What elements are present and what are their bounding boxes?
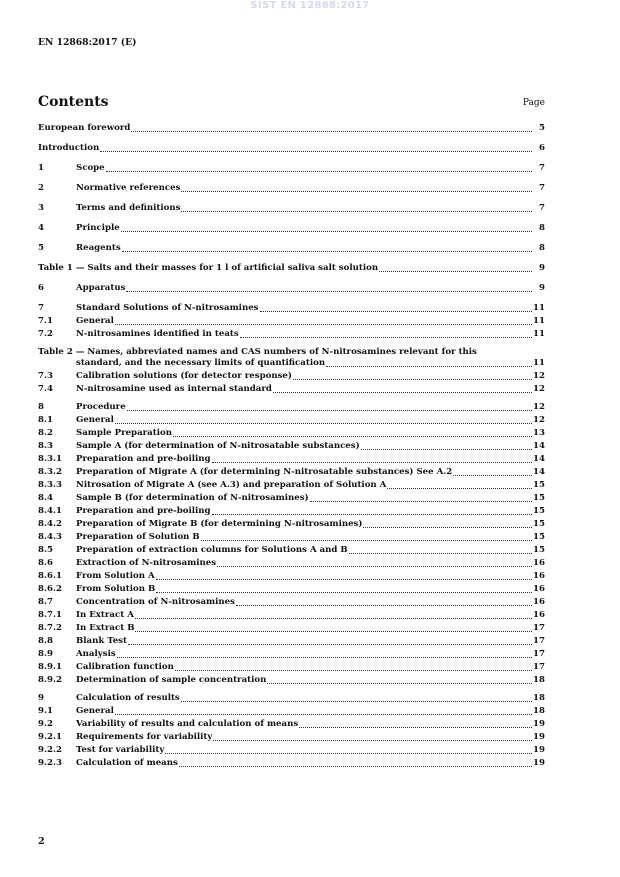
toc-entry-title: Preparation of extraction columns for Solutions A and B bbox=[76, 545, 348, 555]
toc-entry-page: 11 bbox=[533, 303, 545, 313]
toc-entry[interactable] bbox=[38, 243, 545, 254]
toc-entry-page: 15 bbox=[533, 532, 545, 542]
toc-entry-page: 16 bbox=[533, 610, 545, 620]
toc-entry[interactable] bbox=[38, 493, 545, 504]
toc-entry[interactable] bbox=[38, 558, 545, 569]
toc-entry[interactable] bbox=[38, 371, 545, 382]
toc-entry[interactable] bbox=[38, 675, 545, 686]
toc-entry-page: 16 bbox=[533, 571, 545, 581]
toc-entry-page: 18 bbox=[533, 693, 545, 703]
toc-entry-number: 8.7 bbox=[38, 597, 53, 607]
toc-entry[interactable] bbox=[38, 532, 545, 543]
toc-entry-title: European foreword bbox=[38, 123, 131, 133]
toc-entry[interactable] bbox=[38, 283, 545, 294]
toc-entry-number: 7.4 bbox=[38, 384, 53, 394]
toc-entry[interactable] bbox=[38, 467, 545, 478]
toc-entry-page: 13 bbox=[533, 428, 545, 438]
toc-entry[interactable] bbox=[38, 454, 545, 465]
toc-entry-number: 8.2 bbox=[38, 428, 53, 438]
toc-entry-number: 8.6 bbox=[38, 558, 53, 568]
toc-entry-page: 15 bbox=[533, 519, 545, 529]
toc-entry-title: Procedure bbox=[76, 402, 126, 412]
toc-entry-page: 12 bbox=[533, 384, 545, 394]
toc-entry-number: 1 bbox=[38, 163, 44, 173]
toc-entry[interactable] bbox=[38, 384, 545, 395]
dot-leader bbox=[213, 739, 532, 741]
toc-entry-title: From Solution A bbox=[76, 571, 155, 581]
toc-entry[interactable] bbox=[38, 706, 545, 717]
toc-entry-number: 8.3 bbox=[38, 441, 53, 451]
toc-entry-page: 14 bbox=[533, 441, 545, 451]
toc-entry-number: 9.2.3 bbox=[38, 758, 62, 768]
toc-entry-number: 7.3 bbox=[38, 371, 53, 381]
toc-entry[interactable] bbox=[38, 441, 545, 452]
toc-entry-page: 9 bbox=[539, 283, 545, 293]
toc-entry-title: In Extract A bbox=[76, 610, 134, 620]
toc-entry-title: Preparation of Migrate A (for determining N-nitrosatable substances) See A.2 bbox=[76, 467, 453, 477]
toc-entry-title: Calculation of means bbox=[76, 758, 178, 768]
toc-entry-page: 17 bbox=[533, 649, 545, 659]
toc-entry[interactable] bbox=[38, 428, 545, 439]
toc-entry[interactable] bbox=[38, 732, 545, 743]
dot-leader bbox=[212, 461, 532, 463]
toc-entry-title: Table 1 — Salts and their masses for 1 l of artificial saliva salt solution bbox=[38, 263, 379, 273]
toc-entry[interactable] bbox=[38, 636, 545, 647]
toc-entry[interactable] bbox=[38, 610, 545, 621]
toc-entry-number: 7.1 bbox=[38, 316, 53, 326]
toc-entry[interactable] bbox=[38, 123, 545, 134]
toc-entry-page: 12 bbox=[533, 415, 545, 425]
toc-entry-number: 9.2.2 bbox=[38, 745, 62, 755]
toc-entry-number: 9 bbox=[38, 693, 44, 703]
toc-entry-title: Extraction of N-nitrosamines bbox=[76, 558, 217, 568]
table-of-contents bbox=[38, 123, 545, 769]
toc-entry-title: Standard Solutions of N-nitrosamines bbox=[76, 303, 259, 313]
toc-entry-title: Determination of sample concentration bbox=[76, 675, 267, 685]
toc-entry[interactable] bbox=[38, 415, 545, 426]
toc-entry-title: Terms and definitions bbox=[76, 203, 181, 213]
toc-entry[interactable] bbox=[38, 163, 545, 174]
dot-leader bbox=[453, 474, 532, 476]
toc-entry-page: 18 bbox=[533, 675, 545, 685]
toc-entry-number: 8.7.2 bbox=[38, 623, 62, 633]
toc-entry-page: 15 bbox=[533, 480, 545, 490]
toc-entry[interactable] bbox=[38, 545, 545, 556]
toc-entry-number: 8.4.2 bbox=[38, 519, 62, 529]
dot-leader bbox=[179, 765, 532, 767]
toc-entry-number: 4 bbox=[38, 223, 44, 233]
toc-entry-title: General bbox=[76, 706, 114, 716]
dot-leader bbox=[181, 700, 532, 702]
toc-entry-title: Sample A (for determination of N-nitrosatable substances) bbox=[76, 441, 360, 451]
toc-entry-number: 8.9.2 bbox=[38, 675, 62, 685]
dot-leader bbox=[349, 552, 532, 554]
toc-entry-title: Reagents bbox=[76, 243, 121, 253]
toc-entry[interactable] bbox=[38, 143, 545, 154]
toc-entry-title: From Solution B bbox=[76, 584, 156, 594]
toc-entry-number: 8.7.1 bbox=[38, 610, 62, 620]
dot-leader bbox=[236, 604, 532, 606]
dot-leader bbox=[135, 617, 532, 619]
toc-entry-page: 17 bbox=[533, 623, 545, 633]
toc-entry-number: 3 bbox=[38, 203, 44, 213]
toc-entry-number: 9.1 bbox=[38, 706, 53, 716]
toc-entry[interactable] bbox=[38, 303, 545, 314]
dot-leader bbox=[173, 435, 532, 437]
toc-entry-table-2[interactable] bbox=[38, 347, 545, 369]
toc-entry-number: 5 bbox=[38, 243, 44, 253]
dot-leader bbox=[128, 643, 532, 645]
toc-entry-page: 16 bbox=[533, 597, 545, 607]
toc-entry-page: 16 bbox=[533, 558, 545, 568]
page-number: 2 bbox=[38, 836, 45, 847]
dot-leader bbox=[267, 682, 532, 684]
dot-leader bbox=[273, 391, 532, 393]
toc-entry-title: Normative references bbox=[76, 183, 181, 193]
dot-leader bbox=[165, 752, 532, 754]
toc-entry[interactable] bbox=[38, 263, 545, 274]
toc-entry-title: Variability of results and calculation of means bbox=[76, 719, 299, 729]
toc-entry-title: Nitrosation of Migrate A (see A.3) and preparation of Solution A bbox=[76, 480, 387, 490]
toc-entry-title: standard, and the necessary limits of quantification bbox=[76, 358, 326, 368]
toc-entry[interactable] bbox=[38, 649, 545, 660]
toc-entry-number: 8.3.3 bbox=[38, 480, 62, 490]
toc-entry[interactable] bbox=[38, 519, 545, 530]
toc-entry-number: 8.4 bbox=[38, 493, 53, 503]
toc-entry-number: 8.6.1 bbox=[38, 571, 62, 581]
toc-entry[interactable] bbox=[38, 623, 545, 634]
dot-leader bbox=[135, 630, 532, 632]
toc-entry-number: 8.3.2 bbox=[38, 467, 62, 477]
toc-entry-title: Apparatus bbox=[76, 283, 126, 293]
toc-entry-page: 12 bbox=[533, 402, 545, 412]
toc-entry-number: 9.2.1 bbox=[38, 732, 62, 742]
toc-entry[interactable] bbox=[38, 183, 545, 194]
document-id: EN 12868:2017 (E) bbox=[38, 37, 137, 48]
toc-entry-title: Calculation of results bbox=[76, 693, 180, 703]
toc-entry-title: General bbox=[76, 415, 114, 425]
toc-entry[interactable] bbox=[38, 506, 545, 517]
toc-entry[interactable] bbox=[38, 719, 545, 730]
toc-entry-number: 8.9 bbox=[38, 649, 53, 659]
toc-entry-page: 17 bbox=[533, 662, 545, 672]
dot-leader bbox=[115, 713, 532, 715]
toc-entry-title: Preparation and pre-boiling bbox=[76, 454, 211, 464]
toc-entry-page: 19 bbox=[533, 732, 545, 742]
toc-entry-page: 19 bbox=[533, 745, 545, 755]
toc-entry-number: 8.8 bbox=[38, 636, 53, 646]
toc-entry-number: 8.3.1 bbox=[38, 454, 62, 464]
toc-entry[interactable] bbox=[38, 745, 545, 756]
toc-entry-title: Sample Preparation bbox=[76, 428, 172, 438]
toc-entry-number: 7 bbox=[38, 303, 44, 313]
dot-leader bbox=[212, 513, 532, 515]
dot-leader bbox=[175, 669, 532, 671]
toc-entry-title: N-nitrosamines identified in teats bbox=[76, 329, 239, 339]
toc-entry-page: 11 bbox=[533, 358, 545, 368]
dot-leader bbox=[387, 487, 532, 489]
toc-entry-title: Calibration function bbox=[76, 662, 174, 672]
toc-entry[interactable] bbox=[38, 480, 545, 491]
toc-entry-title: N-nitrosamine used as internal standard bbox=[76, 384, 272, 394]
toc-entry-number: 2 bbox=[38, 183, 44, 193]
toc-entry-title: Preparation of Solution B bbox=[76, 532, 200, 542]
toc-entry-page: 14 bbox=[533, 467, 545, 477]
toc-entry-number: 7.2 bbox=[38, 329, 53, 339]
toc-entry-page: 15 bbox=[533, 545, 545, 555]
toc-entry-page: 12 bbox=[533, 371, 545, 381]
toc-entry[interactable] bbox=[38, 571, 545, 582]
dot-leader bbox=[122, 250, 532, 252]
toc-entry-title: Scope bbox=[76, 163, 105, 173]
dot-leader bbox=[115, 422, 532, 424]
toc-entry-page: 19 bbox=[533, 758, 545, 768]
dot-leader bbox=[326, 365, 532, 367]
dot-leader bbox=[201, 539, 532, 541]
toc-entry-title: Calibration solutions (for detector response) bbox=[76, 371, 292, 381]
toc-entry[interactable] bbox=[38, 758, 545, 769]
toc-entry-page: 11 bbox=[533, 329, 545, 339]
toc-entry-number: 8.5 bbox=[38, 545, 53, 555]
toc-entry-number: 8.1 bbox=[38, 415, 53, 425]
toc-entry[interactable] bbox=[38, 662, 545, 673]
dot-leader bbox=[126, 290, 532, 292]
dot-leader bbox=[127, 409, 532, 411]
toc-entry-page: 16 bbox=[533, 584, 545, 594]
toc-entry-page: 9 bbox=[539, 263, 545, 273]
dot-leader bbox=[156, 591, 532, 593]
toc-entry-page: 7 bbox=[539, 183, 545, 193]
toc-entry-number: 8 bbox=[38, 402, 44, 412]
dot-leader bbox=[156, 578, 532, 580]
toc-entry-number: 9.2 bbox=[38, 719, 53, 729]
toc-entry-page: 15 bbox=[533, 493, 545, 503]
toc-entry-title: Analysis bbox=[76, 649, 116, 659]
toc-entry-page: 6 bbox=[539, 143, 545, 153]
toc-entry-number: 8.4.1 bbox=[38, 506, 62, 516]
toc-entry[interactable] bbox=[38, 316, 545, 327]
dot-leader bbox=[131, 130, 532, 132]
toc-entry[interactable] bbox=[38, 402, 545, 413]
dot-leader bbox=[361, 448, 532, 450]
toc-entry-title: Blank Test bbox=[76, 636, 127, 646]
toc-entry-page: 19 bbox=[533, 719, 545, 729]
toc-entry-page: 17 bbox=[533, 636, 545, 646]
dot-leader bbox=[240, 336, 532, 338]
toc-entry-number: 6 bbox=[38, 283, 44, 293]
toc-entry-page: 8 bbox=[539, 223, 545, 233]
toc-entry-number: 8.9.1 bbox=[38, 662, 62, 672]
toc-entry-title: Preparation and pre-boiling bbox=[76, 506, 211, 516]
toc-entry-continuation bbox=[38, 358, 545, 369]
dot-leader bbox=[115, 323, 532, 325]
toc-entry-page: 18 bbox=[533, 706, 545, 716]
toc-entry-number: 8.4.3 bbox=[38, 532, 62, 542]
toc-entry-title: Introduction bbox=[38, 143, 100, 153]
toc-entry[interactable] bbox=[38, 597, 545, 608]
toc-entry-title: Test for variability bbox=[76, 745, 165, 755]
dot-leader bbox=[299, 726, 532, 728]
toc-entry-page: 14 bbox=[533, 454, 545, 464]
dot-leader bbox=[117, 656, 532, 658]
toc-entry-title: Table 2 — Names, abbreviated names and CAS numbers of N-nitrosamines relevant for this bbox=[38, 347, 477, 357]
dot-leader bbox=[181, 190, 532, 192]
toc-entry-title: Requirements for variability bbox=[76, 732, 213, 742]
toc-entry[interactable] bbox=[38, 223, 545, 234]
toc-entry-page: 8 bbox=[539, 243, 545, 253]
toc-entry-page: 11 bbox=[533, 316, 545, 326]
dot-leader bbox=[106, 170, 532, 172]
dot-leader bbox=[293, 378, 532, 380]
dot-leader bbox=[217, 565, 532, 567]
toc-entry-page: 7 bbox=[539, 163, 545, 173]
dot-leader bbox=[181, 210, 532, 212]
toc-entry-title: Principle bbox=[76, 223, 120, 233]
dot-leader bbox=[260, 310, 533, 312]
toc-entry-title: Preparation of Migrate B (for determining N-nitrosamines) bbox=[76, 519, 363, 529]
toc-entry-page: 5 bbox=[539, 123, 545, 133]
dot-leader bbox=[379, 270, 532, 272]
contents-heading: Contents bbox=[38, 94, 109, 110]
toc-entry[interactable] bbox=[38, 329, 545, 340]
toc-entry[interactable] bbox=[38, 584, 545, 595]
toc-entry-title: Sample B (for determination of N-nitrosamines) bbox=[76, 493, 309, 503]
dot-leader bbox=[121, 230, 532, 232]
toc-entry[interactable] bbox=[38, 693, 545, 704]
toc-entry[interactable] bbox=[38, 203, 545, 214]
toc-entry-title: In Extract B bbox=[76, 623, 135, 633]
toc-entry-number: 8.6.2 bbox=[38, 584, 62, 594]
toc-entry-page: 15 bbox=[533, 506, 545, 516]
dot-leader bbox=[310, 500, 532, 502]
page-column-label: Page bbox=[522, 98, 545, 108]
toc-entry-title: Concentration of N-nitrosamines bbox=[76, 597, 235, 607]
watermark-text: SIST EN 12868:2017 bbox=[250, 0, 370, 11]
toc-entry-title: General bbox=[76, 316, 114, 326]
dot-leader bbox=[363, 526, 532, 528]
toc-entry-page: 7 bbox=[539, 203, 545, 213]
dot-leader bbox=[100, 150, 532, 152]
